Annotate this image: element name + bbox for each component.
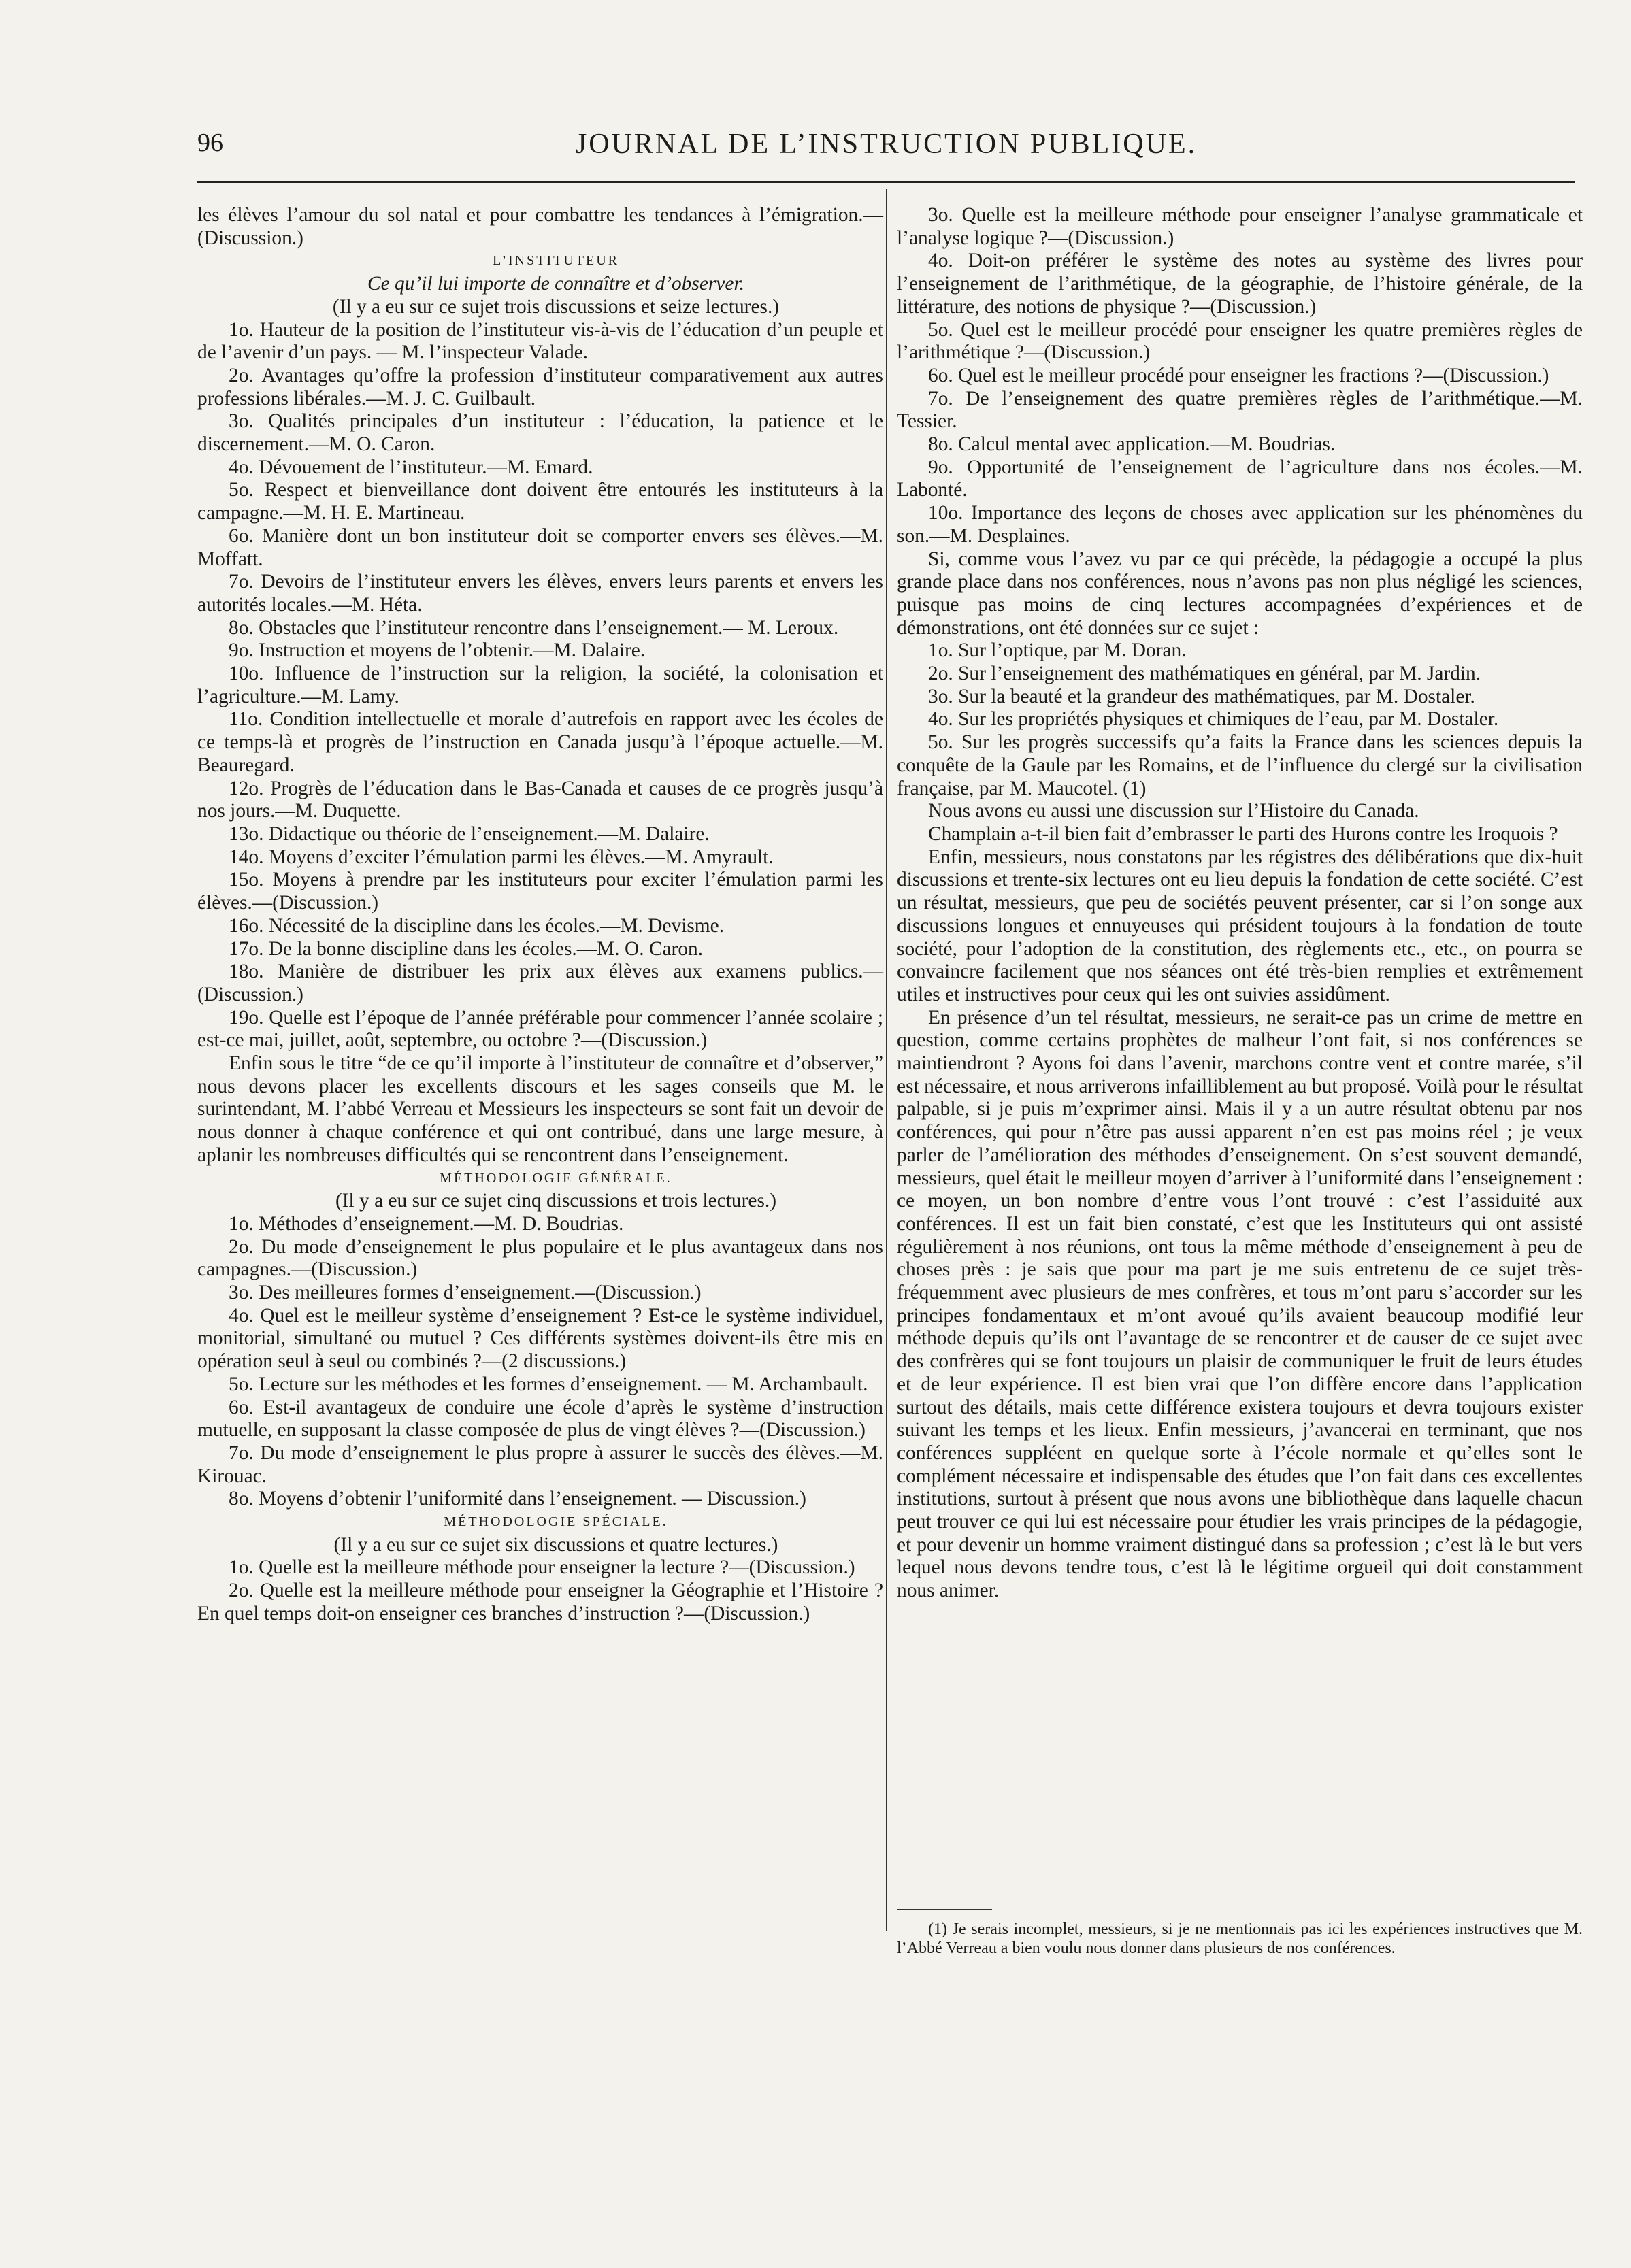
list-item: 2o. Avantages qu’offre la profession d’instituteur comparativement aux autres professions libérales.—M. J. C. Guilbault. xyxy=(197,364,883,410)
list-item: 17o. De la bonne discipline dans les écoles.—M. O. Caron. xyxy=(229,937,704,960)
list-item: 1o. Quelle est la meilleure méthode pour enseigner la lecture ?—(Discussion.) xyxy=(229,1556,855,1579)
list-item: 2o. Sur l’enseignement des mathématiques en général, par M. Jardin. xyxy=(928,663,1481,685)
list-item: 1o. Méthodes d’enseignement.—M. D. Boudrias. xyxy=(229,1212,624,1235)
list-item: 2o. Quelle est la meilleure méthode pour enseigner la Géographie et l’Histoire ? En quel temps doit-on enseigner ces branches d’instruction ?—(Discussion.) xyxy=(197,1580,883,1624)
right-column xyxy=(897,204,1583,1603)
sciences-intro-paragraph: Si, comme vous l’avez vu par ce qui précède, la pédagogie a occupé la plus grande place dans nos conférences, nous n’avons pas non plus négligé les sciences, puisque pas moins de cinq lectures accompagnées d’expériences et de démonstrations, ont été données sur ce sujet : xyxy=(897,548,1583,639)
list-item: 3o. Des meilleures formes d’enseignement.—(Discussion.) xyxy=(229,1282,702,1304)
list-item: 7o. Du mode d’enseignement le plus propre à assurer le succès des élèves.—M. Kirouac. xyxy=(197,1441,883,1487)
section-note-methodologie-speciale: (Il y a eu sur ce sujet six discussions et quatre lectures.) xyxy=(333,1533,778,1556)
column-divider xyxy=(886,189,887,1931)
list-item: 4o. Quel est le meilleur système d’enseignement ? Est-ce le système individuel, monitorial, simultané ou mutuel ? Ces différents systèmes doivent-ils être mis en opération seul à seul ou combinés ?—(2 discussions.) xyxy=(197,1304,883,1373)
section-note-instituteur: (Il y a eu sur ce sujet trois discussions et seize lectures.) xyxy=(332,295,780,318)
list-item: 5o. Sur les progrès successifs qu’a faits la France dans les sciences depuis la conquête de la Gaule par les Romains, et de l’influence du clergé sur la civilisation française, par M. Maucotel. (1) xyxy=(897,731,1583,799)
list-item: 8o. Obstacles que l’instituteur rencontre dans l’enseignement.— M. Leroux. xyxy=(229,616,839,639)
footnote: (1) Je serais incomplet, messieurs, si je ne mentionnais pas ici les expériences instructives que M. l’Abbé Verreau a bien voulu nous donner dans plusieurs de nos conférences. xyxy=(897,1920,1583,1957)
section-title-methodologie-generale: MÉTHODOLOGIE GÉNÉRALE. xyxy=(440,1170,672,1186)
list-item: 11o. Condition intellectuelle et morale d’autrefois en rapport avec les écoles de ce temps-là et progrès de l’instruction en Canada jusqu’à l’époque actuelle.—M. Beauregard. xyxy=(197,708,883,776)
list-item: 10o. Influence de l’instruction sur la religion, la société, la colonisation et l’agriculture.—M. Lamy. xyxy=(197,663,883,707)
list-item: 9o. Instruction et moyens de l’obtenir.—M. Dalaire. xyxy=(229,639,646,662)
list-item: 1o. Hauteur de la position de l’instituteur vis-à-vis de l’éducation d’un peuple et de l’avenir d’un pays. — M. l’inspecteur Valade. xyxy=(197,318,883,364)
list-item: 14o. Moyens d’exciter l’émulation parmi les élèves.—M. Amyrault. xyxy=(229,846,774,868)
list-item: 4o. Sur les propriétés physiques et chimiques de l’eau, par M. Dostaler. xyxy=(928,708,1499,731)
page-number: 96 xyxy=(197,129,223,157)
list-item: 15o. Moyens à prendre par les instituteurs pour exciter l’émulation parmi les élèves.—(Discussion.) xyxy=(197,869,883,914)
list-item: 7o. Devoirs de l’instituteur envers les élèves, envers leurs parents et envers les autorités locales.—M. Héta. xyxy=(197,571,883,616)
instituteur-conclusion: Enfin sous le titre “de ce qu’il importe à l’instituteur de connaître et d’observer,” nous devons placer les excellents discours et les sages conseils que M. le surintendant, M. l’abbé Verreau et Messieurs les inspecteurs se sont fait un devoir de nous donner à chaque conférence et qui ont contribué, dans une large mesure, à aplanir les nombreuses difficultés qui se rencontrent dans l’enseignement. xyxy=(197,1052,883,1166)
footnote-rule xyxy=(897,1909,992,1910)
enfin-paragraph: Enfin, messieurs, nous constatons par les régistres des délibérations que dix-huit discussions et trente-six lectures ont eu lieu depuis la fondation de cette société. C’est un résultat, messieurs, que peu de sociétés peuvent présenter, car si l’on songe aux discussions longues et ennuyeuses qui président toujours à la fondation de toute société, pour l’adoption de la constitution, des règlements etc., etc., on pourra se convaincre facilement que nos séances ont été très-bien remplies et extrêmement utiles et instructives pour ceux qui les ont suivies assidûment. xyxy=(897,846,1583,1005)
list-item: 12o. Progrès de l’éducation dans le Bas-Canada et causes de ce progrès jusqu’à nos jours.—M. Duquette. xyxy=(197,777,883,822)
list-item: 6o. Quel est le meilleur procédé pour enseigner les fractions ?—(Discussion.) xyxy=(928,364,1549,386)
list-item: 8o. Calcul mental avec application.—M. Boudrias. xyxy=(928,433,1336,456)
section-title-instituteur: L’INSTITUTEUR xyxy=(492,253,620,269)
list-item: 3o. Quelle est la meilleure méthode pour enseigner l’analyse grammaticale et l’analyse logique ?—(Discussion.) xyxy=(897,204,1583,249)
header-rule xyxy=(197,181,1575,183)
section-title-methodologie-speciale: MÉTHODOLOGIE SPÉCIALE. xyxy=(444,1514,668,1530)
list-item: 18o. Manière de distribuer les prix aux élèves aux examens publics.—(Discussion.) xyxy=(197,961,883,1005)
list-item: 1o. Sur l’optique, par M. Doran. xyxy=(928,639,1187,662)
list-item: 3o. Qualités principales d’un instituteur : l’éducation, la patience et le discernement.—M. O. Caron. xyxy=(197,410,883,456)
list-item: 5o. Quel est le meilleur procédé pour enseigner les quatre premières règles de l’arithmétique ?—(Discussion.) xyxy=(897,318,1583,364)
champlain-paragraph: Champlain a-t-il bien fait d’embrasser le parti des Hurons contre les Iroquois ? xyxy=(928,822,1558,845)
list-item: 19o. Quelle est l’époque de l’année préférable pour commencer l’année scolaire ; est-ce mai, juillet, août, septembre, ou octobre ?—(Discussion.) xyxy=(197,1006,883,1052)
list-item: 6o. Est-il avantageux de conduire une école d’après le système d’instruction mutuelle, en supposant la classe composée de plus de vingt élèves ?—(Discussion.) xyxy=(197,1396,883,1441)
list-item: 2o. Du mode d’enseignement le plus populaire et le plus avantageux dans nos campagnes.—(Discussion.) xyxy=(197,1235,883,1281)
section-note-methodologie-generale: (Il y a eu sur ce sujet cinq discussions et trois lectures.) xyxy=(335,1190,777,1212)
list-item: 13o. Didactique ou théorie de l’enseignement.—M. Dalaire. xyxy=(229,822,710,845)
list-item: 5o. Lecture sur les méthodes et les formes d’enseignement. — M. Archambault. xyxy=(229,1373,868,1395)
sciences-list xyxy=(897,639,1583,800)
methodologie-generale-list xyxy=(197,1213,883,1511)
journal-title: JOURNAL DE L’INSTRUCTION PUBLIQUE. xyxy=(575,129,1198,160)
section-subtitle-instituteur: Ce qu’il lui importe de connaître et d’observer. xyxy=(367,273,744,295)
list-item: 4o. Doit-on préférer le système des notes au système des livres pour l’enseignement de l’arithmétique, de la géographie, de l’histoire générale, de la littérature, des notions de physique ?—(Discussion.) xyxy=(897,250,1583,318)
list-item: 10o. Importance des leçons de choses avec application sur les phénomènes du son.—M. Desplaines. xyxy=(897,502,1583,547)
methodologie-speciale-list-continued xyxy=(897,204,1583,548)
list-item: 8o. Moyens d’obtenir l’uniformité dans l’enseignement. — Discussion.) xyxy=(229,1488,806,1510)
list-item: 6o. Manière dont un bon instituteur doit se comporter envers ses élèves.—M. Moffatt. xyxy=(197,524,883,570)
list-item: 9o. Opportunité de l’enseignement de l’agriculture dans nos écoles.—M. Labonté. xyxy=(897,456,1583,501)
instituteur-list xyxy=(197,319,883,1053)
list-item: 4o. Dévouement de l’instituteur.—M. Emard. xyxy=(229,456,593,478)
list-item: 16o. Nécessité de la discipline dans les écoles.—M. Devisme. xyxy=(229,914,725,937)
methodologie-speciale-list xyxy=(197,1556,883,1625)
histoire-paragraph: Nous avons eu aussi une discussion sur l’Histoire du Canada. xyxy=(928,800,1419,822)
list-item: 5o. Respect et bienveillance dont doivent être entourés les instituteurs à la campagne.—M. H. E. Martineau. xyxy=(197,479,883,524)
page-header xyxy=(197,128,1575,169)
list-item: 7o. De l’enseignement des quatre premières règles de l’arithmétique.—M. Tessier. xyxy=(897,387,1583,433)
intro-paragraph: les élèves l’amour du sol natal et pour combattre les tendances à l’émigration.—(Discussion.) xyxy=(197,204,883,249)
presence-paragraph: En présence d’un tel résultat, messieurs, ne serait-ce pas un crime de mettre en question, comme certains prophètes de malheur l’ont fait, si nos conférences se maintiendront ? Ayons foi dans l’avenir, marchons contre vent et contre marée, s’il est nécessaire, et nous arriverons infailliblement au but proposé. Voilà pour le résultat palpable, si je puis m’exprimer ainsi. Mais il y a un autre résultat obtenu par nos conférences, qui pour n’être pas aussi apparent n’en est pas moins réel ; je veux parler de l’amélioration des méthodes d’enseignement. On s’est souvent demandé, messieurs, quel était le meilleur moyen d’arriver à l’uniformité dans l’enseignement : ce moyen, un bon nombre d’entre vous l’ont trouvé : c’est l’assiduité aux conférences. Il est un fait bien constaté, c’est que les Instituteurs qui ont assisté régulièrement à nos réunions, ont tous la même méthode d’enseignement à peu de choses près : je sais que pour ma part je me suis entretenu de ce sujet très-fréquemment avec plusieurs de mes confrères, et tous m’ont paru s’accorder sur les principes fondamentaux et m’ont avoué qu’ils avaient beaucoup modifié leur méthode depuis qu’ils ont l’avantage de se rencontrer et de causer de ce sujet avec des confrères qui se font toujours un plaisir de communiquer le fruit de leurs études et de leur expérience. Il est bien vrai que l’on diffère encore dans l’application surtout des détails, mais cette différence existera toujours et devra toujours exister suivant les temps et les lieux. Enfin messieurs, j’avancerai en terminant, que nos conférences suppléent en quelque sorte à l’école normale et qu’elles sont le complément nécessaire et indispensable des études que l’on fait dans ces excellentes institutions, surtout à présent que nous avons une bibliothèque dans laquelle chacun peut trouver ce qui lui est nécessaire pour étudier les vrais principes de la pédagogie, et pour devenir un homme vraiment distingué dans sa profession ; c’est là le but vers lequel nous devons tendre tous, c’est là le légitime orgueil qui doit constamment nous animer. xyxy=(897,1006,1583,1602)
list-item: 3o. Sur la beauté et la grandeur des mathématiques, par M. Dostaler. xyxy=(928,685,1475,707)
left-column xyxy=(197,204,883,1626)
